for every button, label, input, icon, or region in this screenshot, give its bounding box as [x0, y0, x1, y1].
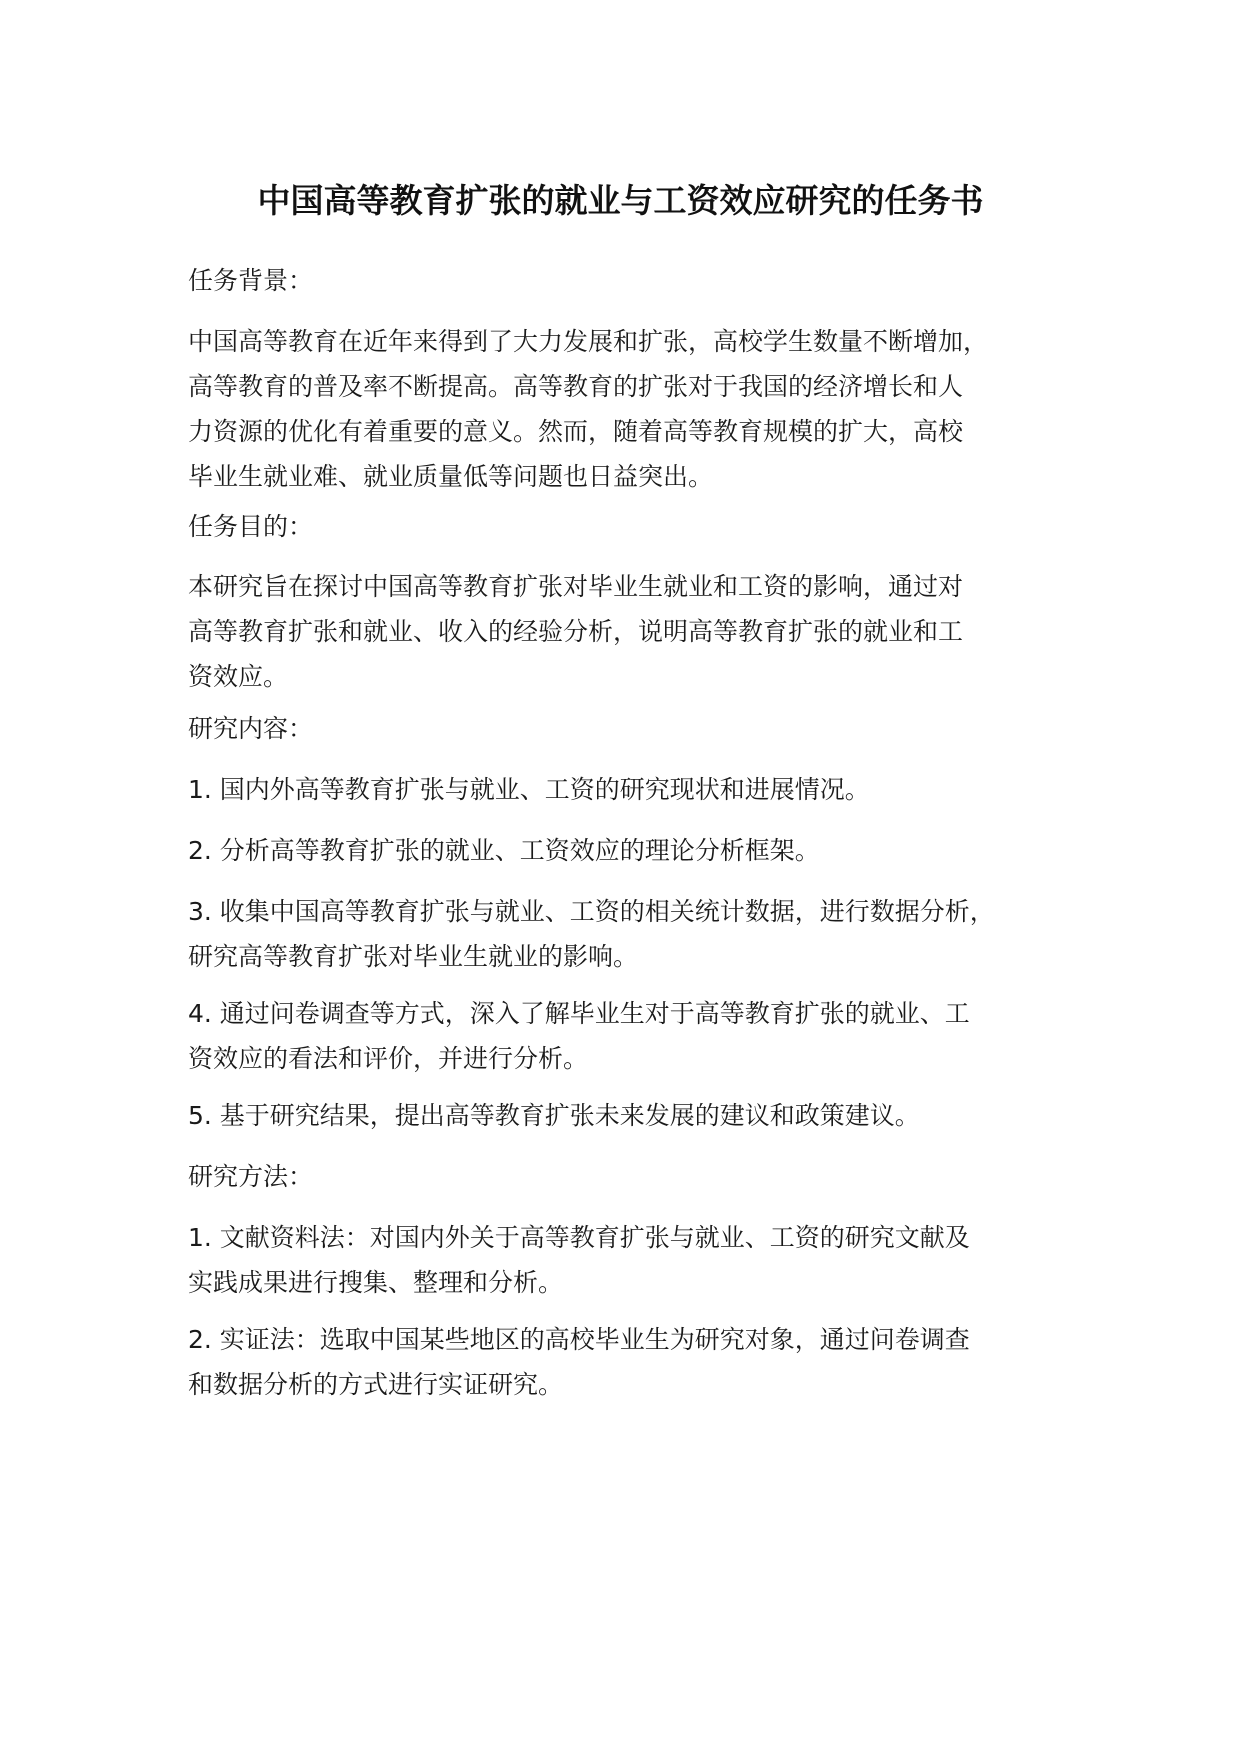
list-item-line: 实践成果进行搜集、整理和分析。: [188, 1268, 564, 1297]
method-item-2: [188, 1317, 1088, 1407]
purpose-line: 本研究旨在探讨中国高等教育扩张对毕业生就业和工资的影响，通过对: [188, 572, 964, 601]
background-line: 中国高等教育在近年来得到了大力发展和扩张，高校学生数量不断增加，: [188, 327, 989, 356]
content-item-2: [188, 828, 1088, 873]
content-item-1: [188, 767, 1088, 812]
background-heading-text: 任务背景：: [188, 266, 314, 295]
method-heading-text: 研究方法：: [188, 1162, 314, 1191]
content-heading: [188, 706, 1088, 751]
background-line: 高等教育的普及率不断提高。高等教育的扩张对于我国的经济增长和人: [188, 372, 964, 401]
list-item-line: 资效应的看法和评价，并进行分析。: [188, 1044, 589, 1073]
list-item-line: 4. 通过问卷调查等方式，深入了解毕业生对于高等教育扩张的就业、工: [188, 999, 970, 1028]
list-item-line: 2. 分析高等教育扩张的就业、工资效应的理论分析框架。: [188, 836, 820, 865]
document-title: 中国高等教育扩张的就业与工资效应研究的任务书: [257, 181, 984, 220]
content-item-4: [188, 991, 1088, 1081]
purpose-paragraph: [188, 564, 1088, 699]
list-item-line: 5. 基于研究结果，提出高等教育扩张未来发展的建议和政策建议。: [188, 1101, 920, 1130]
list-item-line: 和数据分析的方式进行实证研究。: [188, 1370, 564, 1399]
purpose-heading: [188, 504, 1088, 549]
method-item-1: [188, 1215, 1088, 1305]
background-line: 力资源的优化有着重要的意义。然而，随着高等教育规模的扩大，高校: [188, 417, 964, 446]
list-item-line: 2. 实证法：选取中国某些地区的高校毕业生为研究对象，通过问卷调查: [188, 1325, 970, 1354]
background-line: 毕业生就业难、就业质量低等问题也日益突出。: [188, 462, 714, 491]
method-heading: [188, 1154, 1088, 1199]
list-item-line: 1. 文献资料法：对国内外关于高等教育扩张与就业、工资的研究文献及: [188, 1223, 970, 1252]
list-item-line: 3. 收集中国高等教育扩张与就业、工资的相关统计数据，进行数据分析，: [188, 897, 995, 926]
purpose-line: 高等教育扩张和就业、收入的经验分析，说明高等教育扩张的就业和工: [188, 617, 964, 646]
content-item-5: [188, 1093, 1088, 1138]
list-item-line: 1. 国内外高等教育扩张与就业、工资的研究现状和进展情况。: [188, 775, 870, 804]
content-heading-text: 研究内容：: [188, 714, 314, 743]
content-item-3: [188, 889, 1088, 979]
background-paragraph: [188, 319, 1088, 499]
background-heading: [188, 258, 1088, 303]
list-item-line: 研究高等教育扩张对毕业生就业的影响。: [188, 942, 639, 971]
purpose-line: 资效应。: [188, 662, 289, 691]
purpose-heading-text: 任务目的：: [188, 512, 314, 541]
